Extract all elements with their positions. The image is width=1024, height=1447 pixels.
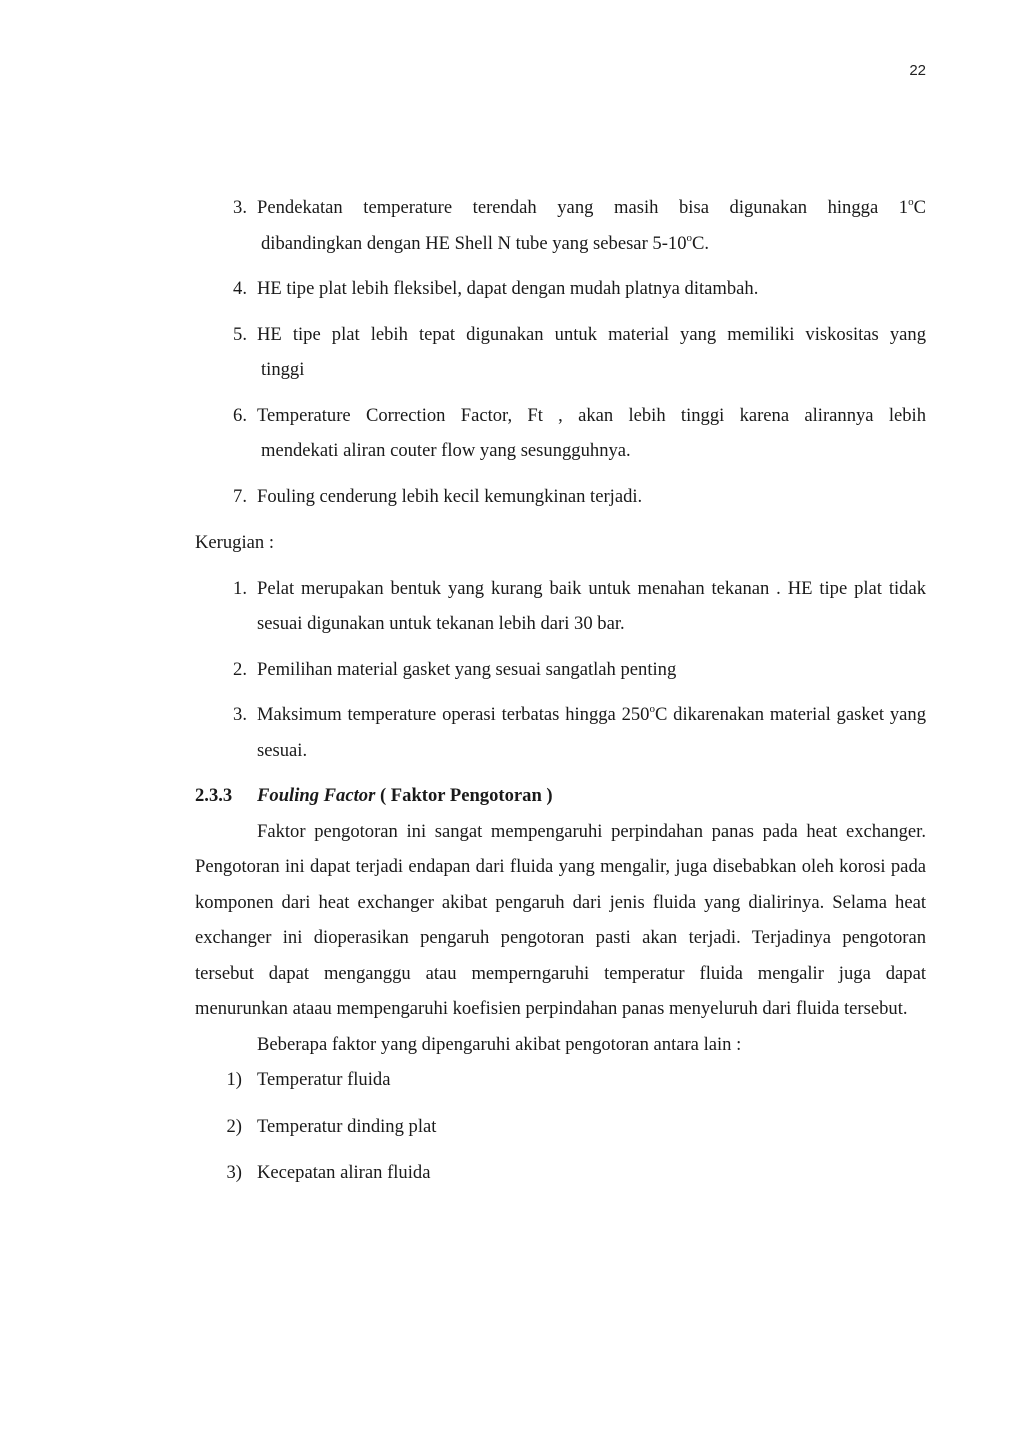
unit-text: C: [913, 197, 926, 218]
list-text: Pelat merupakan bentuk yang kurang baik untuk menahan tekanan . HE tipe plat tidak sesuai digunakan untuk tekanan lebih dari 30 bar.: [257, 577, 926, 634]
page-number: 22: [909, 62, 926, 79]
list-text: HE tipe plat lebih tepat digunakan untuk material yang memiliki viskositas yang: [257, 323, 926, 345]
degree-superscript: o: [649, 703, 655, 715]
degree-superscript: o: [686, 231, 692, 244]
section-title-rest: ( Faktor Pengotoran ): [379, 785, 553, 806]
page-content: [195, 190, 926, 1191]
factors-list: [195, 1062, 926, 1191]
list-item: [195, 1109, 926, 1145]
list-text: Maksimum temperature operasi terbatas hingga 250: [257, 704, 650, 725]
list-text-continued: C dikarenakan material gasket yang sesuai.: [257, 704, 926, 761]
list-item: [195, 398, 926, 469]
list-number: 4.: [233, 278, 247, 299]
list-text-continued: tinggi: [261, 359, 305, 380]
list-item: [195, 571, 926, 642]
advantages-list: [195, 190, 926, 514]
degree-superscript: o: [908, 196, 914, 208]
list-item: [195, 271, 926, 307]
list-item: [195, 652, 926, 688]
list-item: [195, 190, 926, 261]
list-number: 5.: [233, 323, 247, 345]
list-number: 1): [226, 1069, 242, 1090]
list-number: 3.: [233, 704, 247, 725]
body-paragraph: Faktor pengotoran ini sangat mempengaruhi perpindahan panas pada heat exchanger. Pengotoran ini dapat terjadi endapan dari fluida yang mengalir, juga disebabkan oleh korosi pada komponen dari heat exchanger akibat pengaruh dari jenis fluida yang dialirinya. Selama heat exchanger ini dioperasikan pengaruh pengotoran pasti akan terjadi. Terjadinya pengotoran tersebut dapat menganggu atau memperngaruhi temperatur fluida mengalir juga dapat menurunkan ataau mempengaruhi koefisien perpindahan panas menyeluruh dari fluida tersebut.: [195, 820, 926, 1019]
list-text: Temperature Correction Factor, Ft , akan lebih tinggi karena alirannya lebih: [257, 404, 926, 426]
list-number: 3): [226, 1162, 242, 1183]
disadvantages-list: [195, 571, 926, 769]
section-number: 2.3.3: [195, 785, 233, 806]
unit-text: C.: [692, 232, 710, 254]
list-item: [195, 317, 926, 388]
list-number: 6.: [233, 404, 247, 426]
list-text: Pemilihan material gasket yang sesuai sangatlah penting: [257, 658, 677, 680]
list-item: [195, 1062, 926, 1098]
list-number: 2): [226, 1115, 242, 1137]
disadvantages-label: Kerugian :: [195, 532, 274, 553]
list-text-continued: mendekati aliran couter flow yang sesungguhnya.: [261, 440, 631, 461]
list-text: Pendekatan temperature terendah yang masih bisa digunakan hingga 1: [257, 197, 909, 218]
list-text: Temperatur dinding plat: [257, 1115, 437, 1137]
body-paragraph-intro: Beberapa faktor yang dipengaruhi akibat pengotoran antara lain :: [257, 1033, 742, 1055]
list-text: Temperatur fluida: [257, 1069, 391, 1090]
list-item: [195, 479, 926, 515]
section-heading: [195, 778, 926, 814]
list-number: 3.: [233, 197, 247, 218]
list-item: [195, 1155, 926, 1191]
list-text: Kecepatan aliran fluida: [257, 1162, 431, 1183]
list-text: Fouling cenderung lebih kecil kemungkinan terjadi.: [257, 485, 643, 507]
list-number: 2.: [233, 658, 247, 680]
list-text-continued: dibandingkan dengan HE Shell N tube yang sebesar 5-10: [261, 232, 687, 254]
list-text: HE tipe plat lebih fleksibel, dapat dengan mudah platnya ditambah.: [257, 278, 759, 299]
list-number: 1.: [233, 577, 247, 599]
list-item: [195, 697, 926, 768]
list-number: 7.: [233, 485, 247, 507]
section-title-italic: Fouling Factor: [257, 785, 376, 806]
